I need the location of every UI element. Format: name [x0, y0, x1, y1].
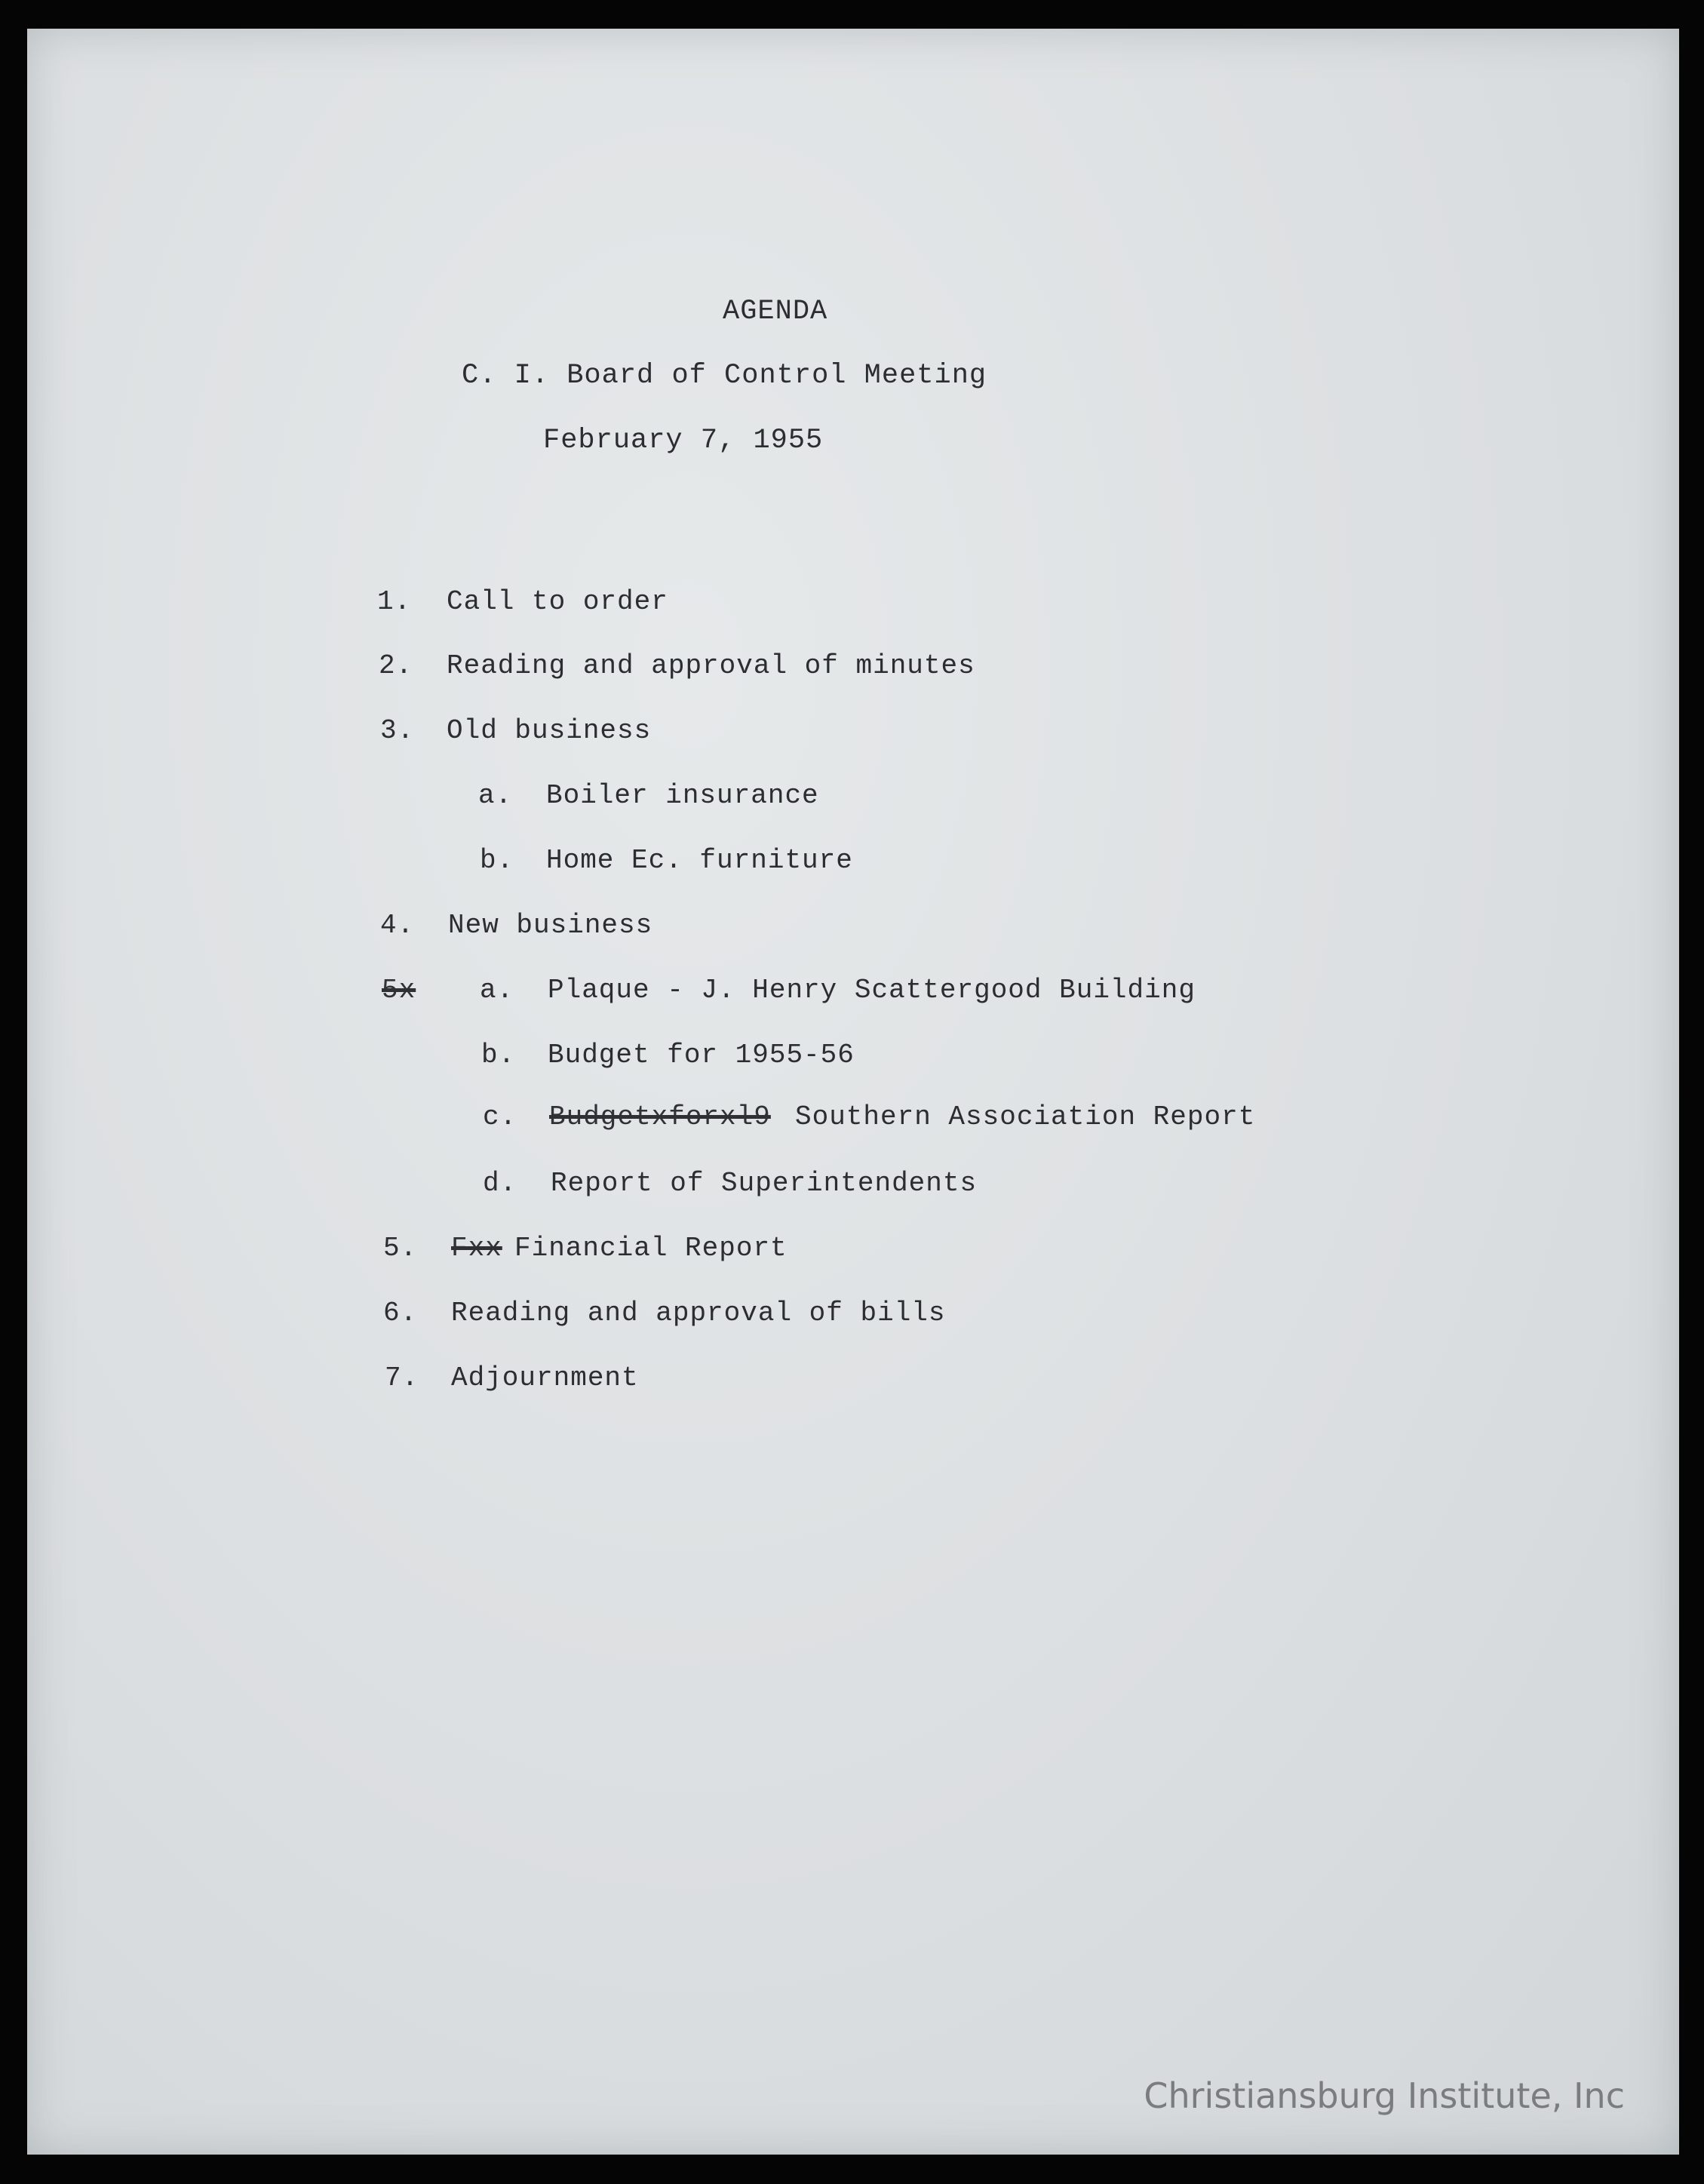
sub-item-letter: b.: [480, 845, 514, 876]
meeting-name: C. I. Board of Control Meeting: [462, 360, 987, 392]
agenda-item: Reading and approval of minutes: [447, 650, 975, 681]
item-number: 1.: [377, 586, 412, 617]
sub-item: Southern Association Report: [795, 1101, 1256, 1132]
sub-item-letter: a.: [478, 780, 513, 811]
sub-item: Budget for 1955-56: [548, 1040, 855, 1070]
agenda-item: Call to order: [447, 586, 668, 617]
sub-item-letter: c.: [483, 1101, 517, 1132]
struck-text: Budgetxforxl9: [549, 1101, 771, 1132]
agenda-item: Adjournment: [451, 1362, 639, 1393]
item-number: 4.: [380, 910, 415, 941]
item-number: 2.: [379, 650, 413, 681]
sub-item: Report of Superintendents: [551, 1168, 978, 1199]
sub-item-letter: b.: [481, 1040, 516, 1070]
sub-item-letter: a.: [480, 975, 514, 1006]
item-number: 6.: [383, 1298, 418, 1329]
agenda-item: Old business: [447, 715, 652, 746]
item-number: 5.: [383, 1233, 418, 1264]
agenda-item: New business: [448, 910, 653, 941]
sub-item: Plaque - J. Henry Scattergood Building: [548, 975, 1196, 1006]
document-page: [27, 29, 1679, 2155]
item-number: 7.: [385, 1362, 419, 1393]
meeting-date: February 7, 1955: [543, 425, 824, 456]
sub-item: Home Ec. furniture: [546, 845, 853, 876]
sub-item: Boiler insurance: [546, 780, 819, 811]
sub-item-letter: d.: [483, 1168, 517, 1199]
agenda-item: Financial Report: [514, 1233, 788, 1264]
struck-text: Fxx: [451, 1233, 502, 1264]
item-number: 3.: [380, 715, 415, 746]
watermark: Christiansburg Institute, Inc: [1144, 2075, 1625, 2116]
struck-margin-text: 5x: [382, 975, 416, 1006]
agenda-item: Reading and approval of bills: [451, 1298, 946, 1329]
agenda-title: AGENDA: [723, 296, 828, 327]
